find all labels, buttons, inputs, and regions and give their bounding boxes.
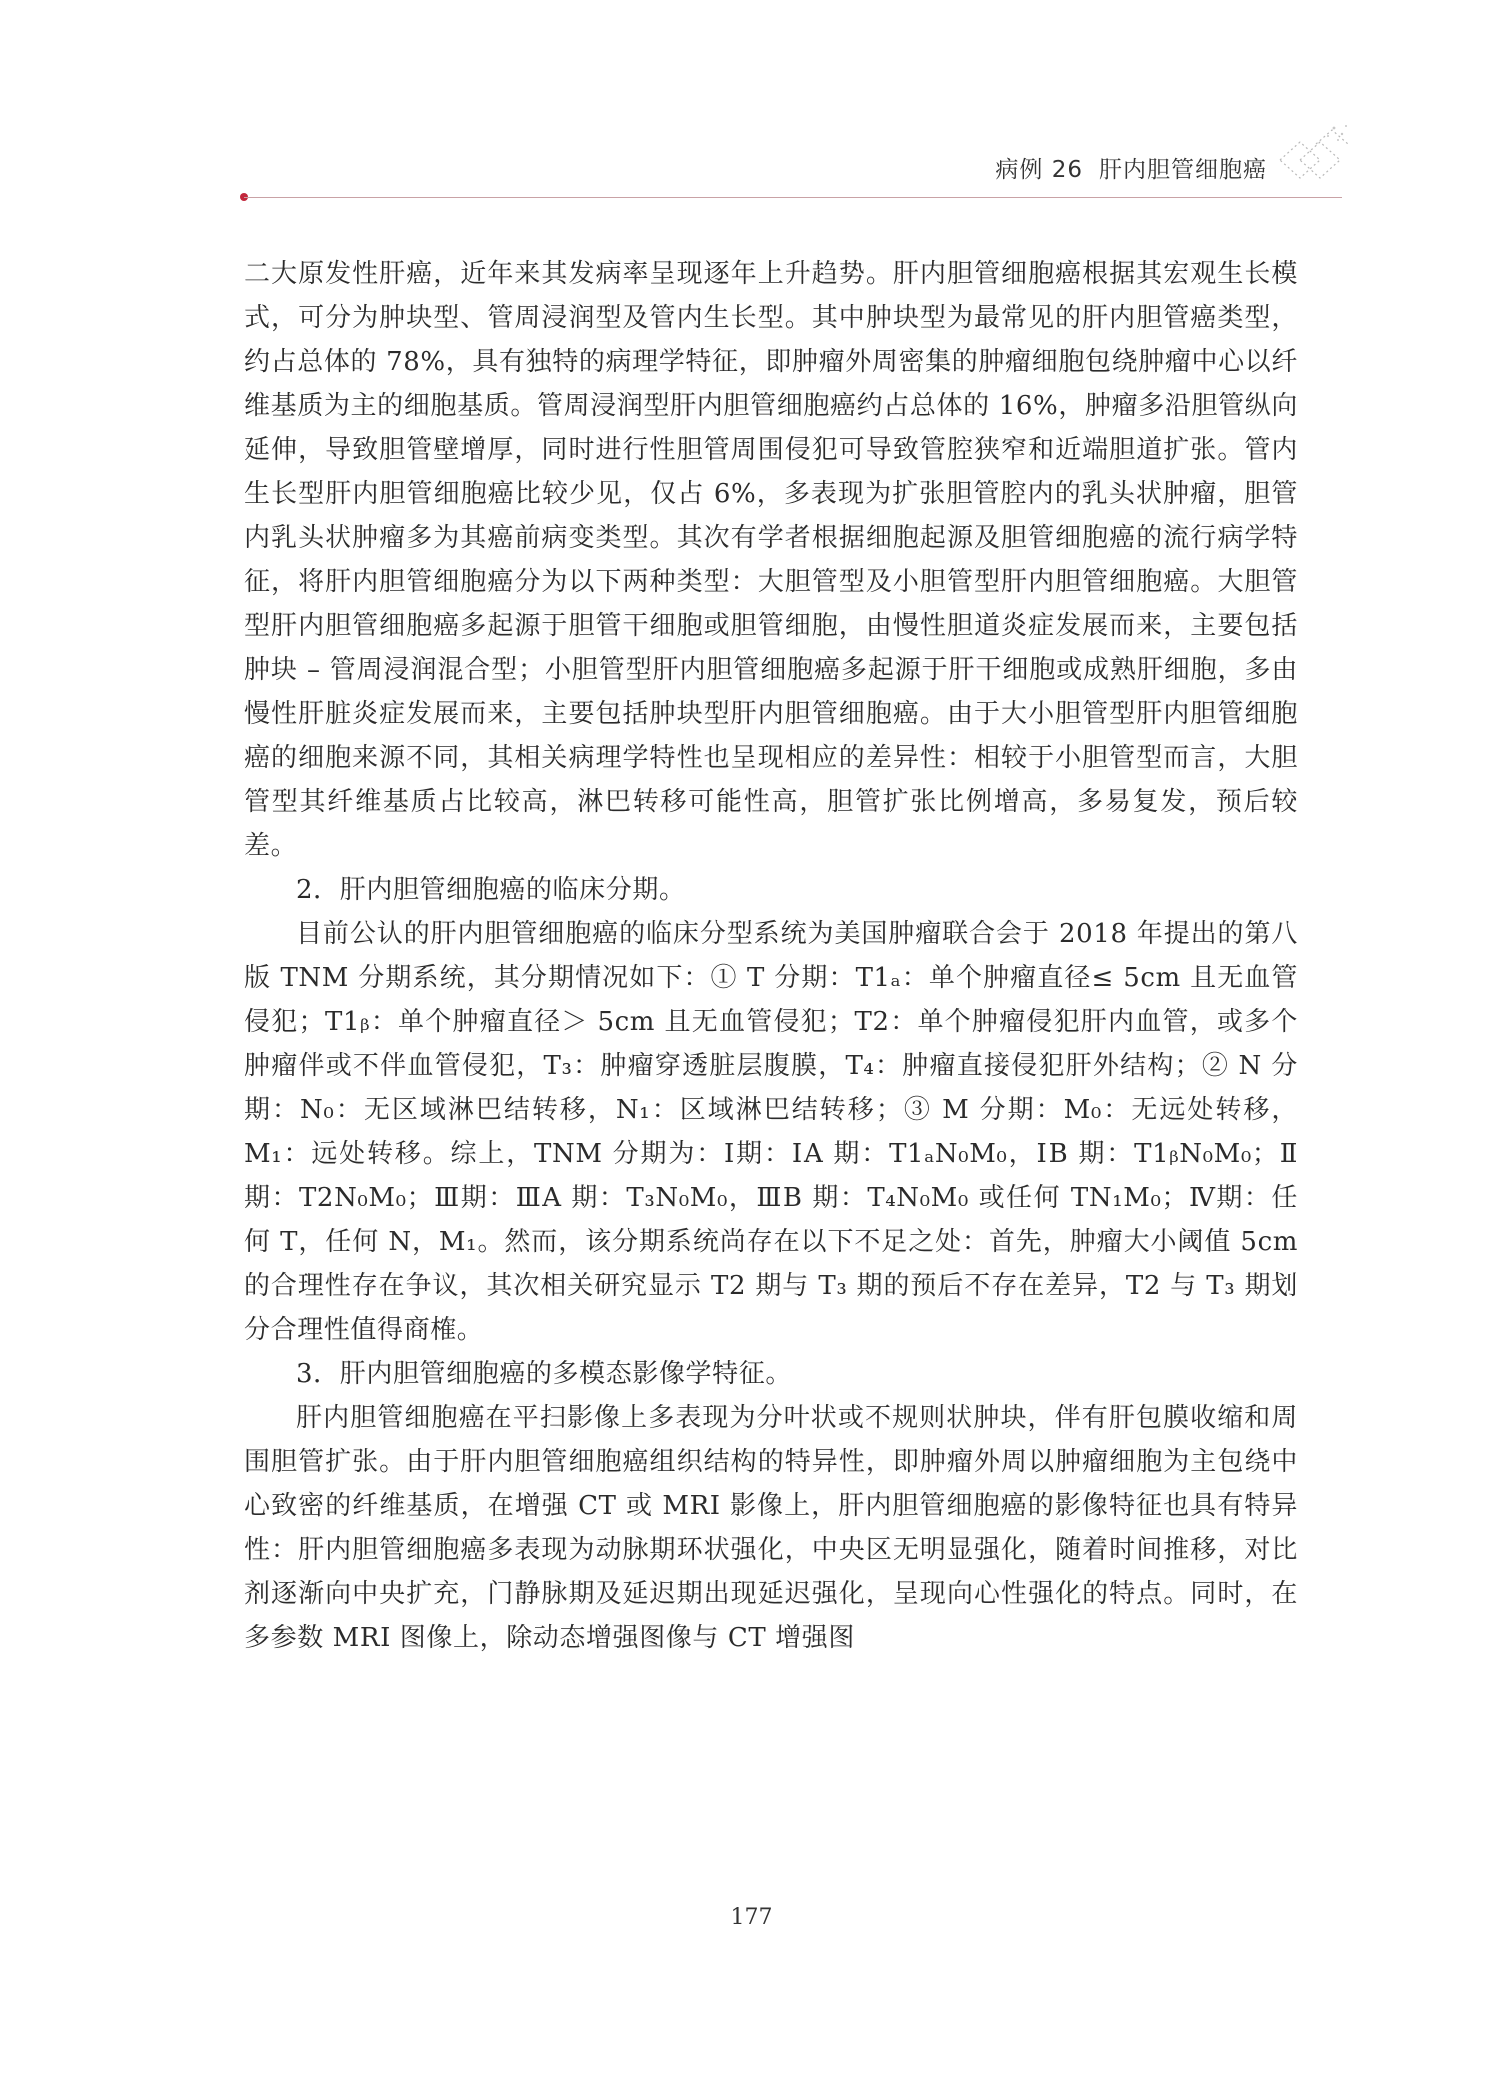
section-heading-imaging: 3．肝内胆管细胞癌的多模态影像学特征。: [296, 1359, 792, 1389]
body-text: [244, 252, 1298, 1660]
running-head: [995, 151, 1267, 184]
chapter-title: 肝内胆管细胞癌: [1099, 157, 1267, 183]
dotted-diamond-ornament-icon: [1272, 120, 1352, 190]
section-heading-staging: 2．肝内胆管细胞癌的临床分期。: [296, 875, 686, 905]
paragraph-continued: 二大原发性肝癌，近年来其发病率呈现逐年上升趋势。肝内胆管细胞癌根据其宏观生长模式，可分为肿块型、管周浸润型及管内生长型。其中肿块型为最常见的肝内胆管癌类型，约占总体的 78%，具有独特的病理学特征，即肿瘤外周密集的肿瘤细胞包绕肿瘤中心以纤维基质为主的细胞基质。管周浸润型肝内胆管细胞癌约占总体的 16%，肿瘤多沿胆管纵向延伸，导致胆管壁增厚，同时进行性胆管周围侵犯可导致管腔狭窄和近端胆道扩张。管内生长型肝内胆管细胞癌比较少见，仅占 6%，多表现为扩张胆管腔内的乳头状肿瘤，胆管内乳头状肿瘤多为其癌前病变类型。其次有学者根据细胞起源及胆管细胞癌的流行病学特征，将肝内胆管细胞癌分为以下两种类型：大胆管型及小胆管型肝内胆管细胞癌。大胆管型肝内胆管细胞癌多起源于胆管干细胞或胆管细胞，由慢性胆道炎症发展而来，主要包括肿块 – 管周浸润混合型；小胆管型肝内胆管细胞癌多起源于肝干细胞或成熟肝细胞，多由慢性肝脏炎症发展而来，主要包括肿块型肝内胆管细胞癌。由于大小胆管型肝内胆管细胞癌的细胞来源不同，其相关病理学特性也呈现相应的差异性：相较于小胆管型而言，大胆管型其纤维基质占比较高，淋巴转移可能性高，胆管扩张比例增高，多易复发，预后较差。: [244, 259, 1298, 861]
page-number: 177: [730, 1905, 773, 1930]
header-rule: [244, 197, 1342, 198]
paragraph-staging: 目前公认的肝内胆管细胞癌的临床分型系统为美国肿瘤联合会于 2018 年提出的第八版 TNM 分期系统，其分期情况如下：① T 分期：T1ₐ：单个肿瘤直径≤ 5cm 且无血管侵犯；T1ᵦ：单个肿瘤直径＞ 5cm 且无血管侵犯；T2：单个肿瘤侵犯肝内血管，或多个肿瘤伴或不伴血管侵犯，T₃：肿瘤穿透脏层腹膜，T₄：肿瘤直接侵犯肝外结构；② N 分期：N₀：无区域淋巴结转移，N₁：区域淋巴结转移；③ M 分期：M₀：无远处转移，M₁：远处转移。综上，TNM 分期为：Ⅰ期：ⅠA 期：T1ₐN₀M₀，ⅠB 期：T1ᵦN₀M₀；Ⅱ期：T2N₀M₀；Ⅲ期：ⅢA 期：T₃N₀M₀，ⅢB 期：T₄N₀M₀ 或任何 TN₁M₀；Ⅳ期：任何 T，任何 N，M₁。然而，该分期系统尚存在以下不足之处：首先，肿瘤大小阈值 5cm 的合理性存在争议，其次相关研究显示 T2 期与 T₃ 期的预后不存在差异，T2 与 T₃ 期划分合理性值得商榷。: [244, 919, 1298, 1345]
paragraph-imaging: 肝内胆管细胞癌在平扫影像上多表现为分叶状或不规则状肿块，伴有肝包膜收缩和周围胆管扩张。由于肝内胆管细胞癌组织结构的特异性，即肿瘤外周以肿瘤细胞为主包绕中心致密的纤维基质，在增强 CT 或 MRI 影像上，肝内胆管细胞癌的影像特征也具有特异性：肝内胆管细胞癌多表现为动脉期环状强化，中央区无明显强化，随着时间推移，对比剂逐渐向中央扩充，门静脉期及延迟期出现延迟强化，呈现向心性强化的特点。同时，在多参数 MRI 图像上，除动态增强图像与 CT 增强图: [244, 1403, 1298, 1653]
case-label: 病例 26: [995, 157, 1083, 183]
